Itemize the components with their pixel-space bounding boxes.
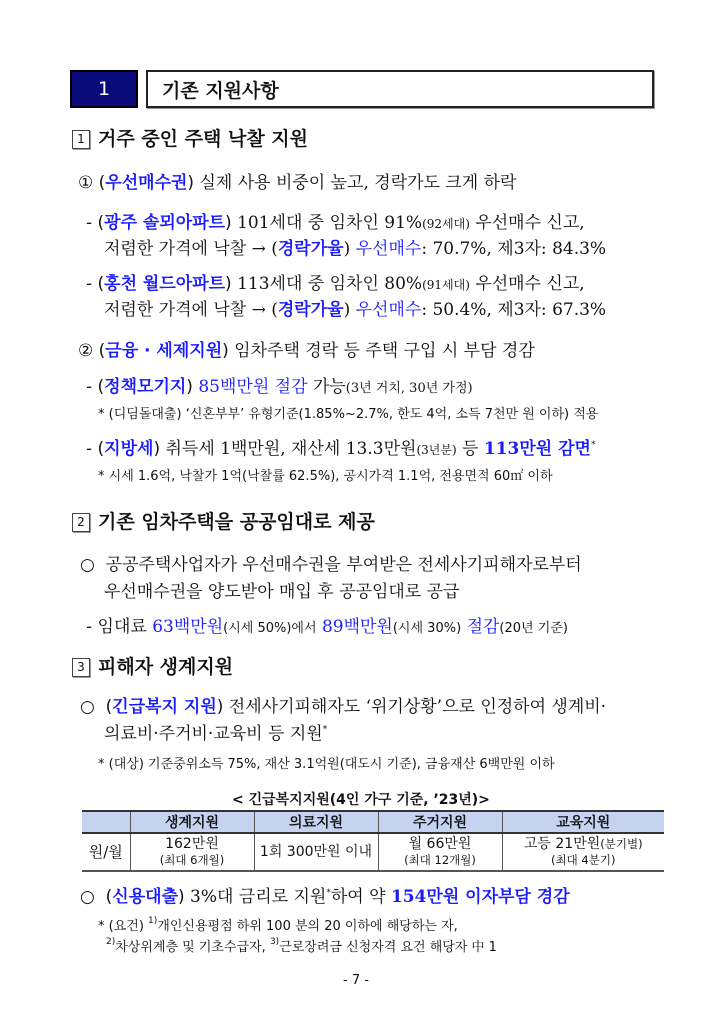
paragraph-text: 의료비·주거비·교육비 등 지원: [104, 724, 323, 744]
subitem-label: 지방세: [104, 439, 154, 459]
item-label: 우선매수권: [105, 173, 188, 193]
rate-values: : 70.7%, 제3자: 84.3%: [421, 239, 607, 259]
item-text: 실제 사용 비중이 높고, 경락가도 크게 하락: [199, 173, 517, 193]
paragraph-text: 전세사기피해자도 ‘위기상황’으로 인정하여 생계비·: [228, 697, 607, 717]
subitem-text: 저렴한 가격에 낙찰 → (: [104, 239, 278, 259]
section-3-heading: [72, 652, 233, 679]
table-header: 의료지원: [254, 811, 378, 833]
auction-rate-label: 경락가율: [277, 300, 344, 320]
footnote-star: *: [322, 725, 328, 735]
rent-highlight: 절감: [466, 617, 500, 637]
subitem-gwangju-line2: 저렴한 가격에 낙찰 → (경락가율) 우선매수: 70.7%, 제3자: 84.3%: [104, 239, 607, 259]
subitem-text2: 등: [462, 439, 479, 459]
rate-values: : 50.4%, 제3자: 67.3%: [421, 300, 607, 320]
item-preemptive-right: ① (우선매수권) 실제 사용 비중이 높고, 경락가도 크게 하락: [78, 173, 517, 193]
chapter-title: 기존 지원사항: [146, 70, 654, 108]
paragraph-text: 공공주택사업자가 우선매수권을 부여받은 전세사기피해자로부터: [105, 555, 582, 575]
preemptive-label: 우선매수: [355, 239, 422, 259]
item-label: 긴급복지 지원: [112, 697, 217, 717]
cell-main: 월 66만원: [408, 836, 472, 852]
subitem-text: 113세대 중 임차인 80%: [237, 274, 423, 294]
subitem-local-tax: - (지방세) 취득세 1백만원, 재산세 13.3만원(3년분) 등 113만원 감면*: [86, 439, 596, 459]
subitem-hongcheon: - (홍천 월드아파트) 113세대 중 임차인 80%(91세대) 우선매수 신고,: [86, 274, 585, 294]
bullet-icon: ○: [80, 697, 95, 717]
table-header: 교육지원: [502, 811, 664, 833]
section-title: 거주 중인 주택 낙찰 지원: [98, 128, 308, 150]
savings-highlight: 85백만원 절감: [198, 377, 308, 397]
item-label: 금융 · 세제지원: [105, 341, 223, 361]
cell-sub: (최대 4분기): [551, 853, 616, 867]
note-requirements-2: [106, 936, 497, 955]
subitem-small: (92세대): [422, 217, 470, 231]
paragraph-text: 3%대 금리로 지원: [190, 887, 327, 907]
cell-sub: (최대 6개월): [159, 853, 225, 867]
item-marker: ②: [78, 341, 94, 361]
table-header: 주거지원: [378, 811, 502, 833]
public-rental-line2: 우선매수권을 양도받아 매입 후 공공임대로 공급: [104, 582, 460, 602]
paragraph-text: 하여 약: [330, 887, 386, 907]
footnote-star: *: [326, 888, 331, 898]
table-header: [82, 811, 130, 833]
table-cell: [254, 833, 378, 871]
table-header-row: [82, 811, 664, 833]
section-1-heading: [72, 124, 308, 151]
note-text: 근로장려금 신청자격 요건 해당자 中 1: [279, 940, 497, 955]
section-2-heading: [72, 507, 375, 534]
table-caption: < 긴급복지지원(4인 가구 기준, ’23년)>: [232, 792, 490, 808]
section-marker-icon: 1: [72, 130, 90, 149]
rent-prefix: 임대료: [97, 617, 147, 637]
subitem-text: 취득세 1백만원, 재산세 13.3만원: [165, 439, 417, 459]
section-title: 기존 임차주택을 공공임대로 제공: [98, 511, 375, 533]
preemptive-label: 우선매수: [355, 300, 422, 320]
note-sup: 2): [106, 937, 116, 947]
table-header: 생계지원: [130, 811, 254, 833]
rent-note-2: (시세 30%): [392, 621, 462, 636]
cell-sub: (최대 12개월): [404, 853, 476, 867]
reduction-highlight: 113만원 감면: [483, 439, 591, 459]
bullet-icon: ○: [80, 555, 95, 575]
table-row: [82, 833, 664, 871]
note-sup: 1): [148, 916, 158, 926]
subitem-tail: 우선매수 신고,: [475, 213, 585, 233]
note-text: 개인신용평점 하위 100 분의 20 이하에 해당하는 자,: [157, 919, 458, 934]
rent-note-3: (20년 기준): [499, 621, 568, 636]
cell-main: 고등 21만원: [523, 836, 601, 852]
public-rental-line1: [80, 550, 582, 575]
subitem-gwangju: - (광주 솔뫼아파트) 101세대 중 임차인 91%(92세대) 우선매수 신고,: [86, 213, 585, 233]
note-local-tax: * 시세 1.6억, 낙찰가 1억(낙찰률 62.5%), 공시가격 1.1억, 전용면적 60㎡ 이하: [98, 469, 553, 484]
subitem-label: 홍천 월드아파트: [104, 274, 226, 294]
subitem-small: (3년분): [416, 443, 457, 457]
subitem-tail: 우선매수 신고,: [475, 274, 585, 294]
section-marker-icon: 3: [72, 658, 90, 677]
page-number: - 7 -: [343, 973, 369, 988]
note-text: 차상위계층 및 기초수급자,: [115, 940, 266, 955]
rent-reduction-line: - 임대료 63백만원(시세 50%)에서 89백만원(시세 30%) 절감(20년 기준): [86, 617, 568, 637]
subitem-text: 101세대 중 임차인 91%: [237, 213, 423, 233]
cell-main: 1회 300만원 이내: [259, 844, 373, 860]
section-title: 피해자 생계지원: [98, 656, 234, 678]
row-label: 원/월: [82, 833, 130, 871]
emergency-welfare-line1: ○ (긴급복지 지원) 전세사기피해자도 ‘위기상황’으로 인정하여 생계비·: [80, 697, 607, 717]
subitem-small: (3년 거치, 30년 가정): [345, 381, 473, 396]
item-text: 임차주택 경락 등 주택 구입 시 부담 경감: [234, 341, 535, 361]
subitem-text: 가능: [312, 377, 346, 397]
chapter-number: 1: [70, 70, 138, 108]
footnote-star: *: [590, 440, 596, 450]
subitem-label: 정책모기지: [104, 377, 187, 397]
rent-amount-1: 63백만원: [152, 617, 224, 637]
cell-main: 162만원: [165, 836, 219, 852]
item-marker: ①: [78, 173, 94, 193]
rent-note-1: (시세 50%)에서: [223, 621, 317, 636]
table-cell: [378, 833, 502, 871]
note-didimdol: * (디딤돌대출) ‘신혼부부’ 유형기준(1.85%~2.7%, 한도 4억, 소득 7천만 원 이하) 적용: [98, 407, 599, 422]
subitem-mortgage: - (정책모기지) 85백만원 절감 가능(3년 거치, 30년 가정): [86, 377, 473, 397]
subitem-text: 저렴한 가격에 낙찰 → (: [104, 300, 278, 320]
subitem-hongcheon-line2: 저렴한 가격에 낙찰 → (경락가율) 우선매수: 50.4%, 제3자: 67.3%: [104, 300, 607, 320]
interest-highlight: 154만원 이자부담 경감: [390, 887, 570, 907]
credit-loan-line: ○ (신용대출) 3%대 금리로 지원*하여 약 154만원 이자부담 경감: [80, 887, 570, 907]
item-label: 신용대출: [112, 887, 178, 907]
auction-rate-label: 경락가율: [277, 239, 344, 259]
section-marker-icon: 2: [72, 513, 90, 532]
note-eligibility: * (대상) 기준중위소득 75%, 재산 3.1억원(대도시 기준), 금융재산 6백만원 이하: [98, 757, 555, 772]
bullet-icon: ○: [80, 887, 95, 907]
item-finance-tax: ② (금융 · 세제지원) 임차주택 경락 등 주택 구입 시 부담 경감: [78, 341, 535, 361]
subitem-label: 광주 솔뫼아파트: [104, 213, 226, 233]
table-cell: [502, 833, 664, 871]
emergency-welfare-table: [82, 810, 664, 872]
note-sup: 3): [269, 937, 280, 947]
cell-main-small: (분기별): [600, 837, 643, 851]
note-prefix: * (요건): [98, 919, 144, 934]
table-cell: [130, 833, 254, 871]
rent-amount-2: 89백만원: [321, 617, 393, 637]
note-requirements-1: [98, 915, 458, 934]
subitem-small: (91세대): [422, 278, 470, 292]
emergency-welfare-line2: [104, 719, 327, 744]
